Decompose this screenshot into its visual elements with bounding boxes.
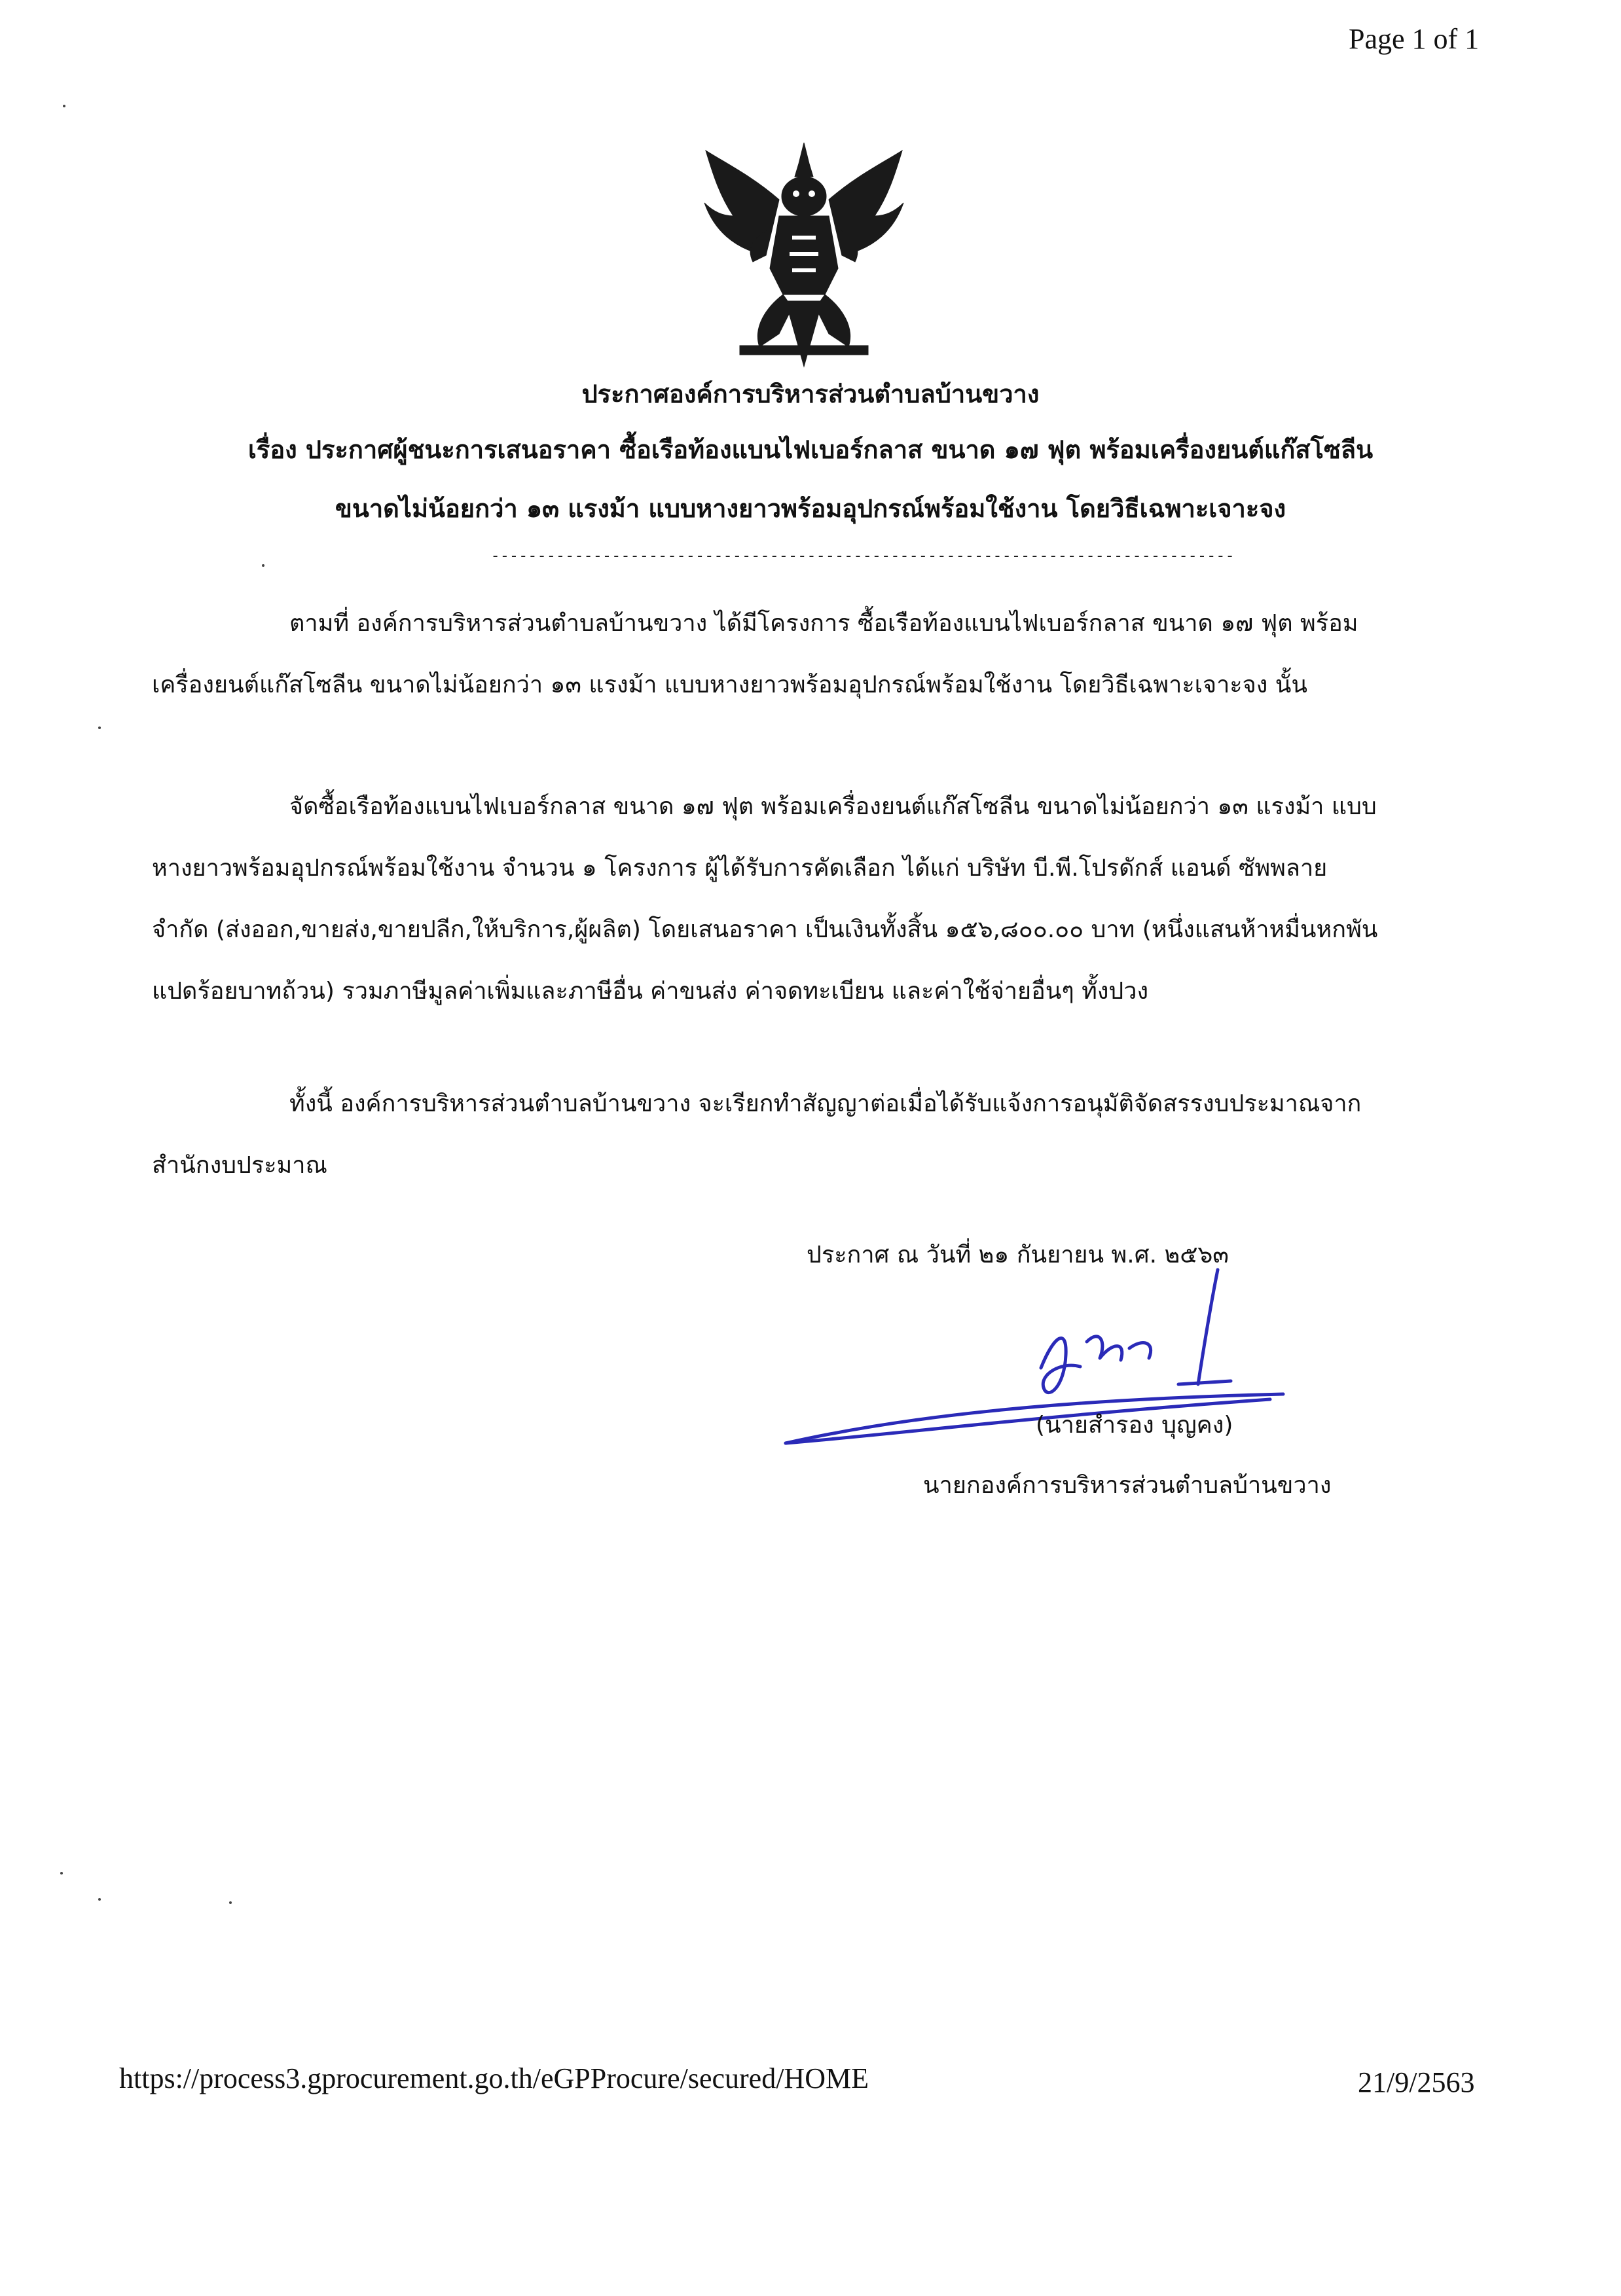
body-paragraph-2 bbox=[152, 776, 1383, 1022]
announcement-issuer: ประกาศองค์การบริหารส่วนตำบลบ้านขวาง bbox=[581, 380, 1040, 408]
scan-speck bbox=[63, 105, 65, 107]
scan-speck bbox=[229, 1901, 232, 1904]
announcement-subject: เรื่อง ประกาศผู้ชนะการเสนอราคา ซื้อเรือท้องแบนไฟเบอร์กลาส ขนาด ๑๗ ฟุต พร้อมเครื่องยนต์แก๊สโซลีน bbox=[247, 435, 1374, 464]
signer-name: (นายสำรอง บุญคง) bbox=[1036, 1412, 1233, 1439]
paragraph-1-text: ตามที่ องค์การบริหารส่วนตำบลบ้านขวาง ได้มีโครงการ ซื้อเรือท้องแบนไฟเบอร์กลาส ขนาด ๑๗ ฟุต พร้อมเครื่องยนต์แก๊สโซลีน ขนาดไม่น้อยกว่า ๑๓ แรงม้า แบบหางยาวพร้อมอุปกรณ์พร้อมใช้งาน โดยวิธีเฉพาะเจาะจง นั้น bbox=[152, 610, 1358, 698]
garuda-emblem-icon bbox=[701, 137, 907, 373]
scan-speck bbox=[98, 726, 101, 729]
paragraph-2-text: จัดซื้อเรือท้องแบนไฟเบอร์กลาส ขนาด ๑๗ ฟุต พร้อมเครื่องยนต์แก๊สโซลีน ขนาดไม่น้อยกว่า ๑๓ แรงม้า แบบหางยาวพร้อมอุปกรณ์พร้อมใช้งาน จำนวน ๑ โครงการ ผู้ได้รับการคัดเลือก ได้แก่ บริษัท บี.พี.โปรดักส์ แอนด์ ซัพพลาย จำกัด (ส่งออก,ขายส่ง,ขายปลีก,ให้บริการ,ผู้ผลิต) โดยเสนอราคา เป็นเงินทั้งสิ้น ๑๕๖,๘๐๐.๐๐ บาท (หนึ่งแสนห้าหมื่นหกพันแปดร้อยบาทถ้วน) รวมภาษีมูลค่าเพิ่มและภาษีอื่น ค่าขนส่ง ค่าจดทะเบียน และค่าใช้จ่ายอื่นๆ ทั้งปวง bbox=[152, 793, 1378, 1005]
signer-title: นายกองค์การบริหารส่วนตำบลบ้านขวาง bbox=[923, 1472, 1332, 1499]
footer-print-date: 21/9/2563 bbox=[1358, 2066, 1475, 2098]
paragraph-3-text: ทั้งนี้ องค์การบริหารส่วนตำบลบ้านขวาง จะเรียกทำสัญญาต่อเมื่อได้รับแจ้งการอนุมัติจัดสรรงบประมาณจาก สำนักงบประมาณ bbox=[152, 1090, 1362, 1179]
page-number: Page 1 of 1 bbox=[1349, 23, 1480, 55]
announcement-subject-continued: ขนาดไม่น้อยกว่า ๑๓ แรงม้า แบบหางยาวพร้อมอุปกรณ์พร้อมใช้งาน โดยวิธีเฉพาะเจาะจง bbox=[335, 494, 1286, 523]
body-paragraph-1 bbox=[152, 593, 1383, 716]
body-paragraph-3 bbox=[152, 1073, 1383, 1196]
footer-url: https://process3.gprocurement.go.th/eGPProcure/secured/HOME bbox=[119, 2062, 869, 2094]
separator-line: -------------------------------------------------------------------------------- bbox=[491, 548, 1235, 565]
scan-speck bbox=[60, 1872, 63, 1874]
announcement-date: ประกาศ ณ วันที่ ๒๑ กันยายน พ.ศ. ๒๕๖๓ bbox=[807, 1242, 1229, 1268]
scan-speck bbox=[98, 1898, 101, 1901]
scan-speck bbox=[262, 564, 264, 567]
